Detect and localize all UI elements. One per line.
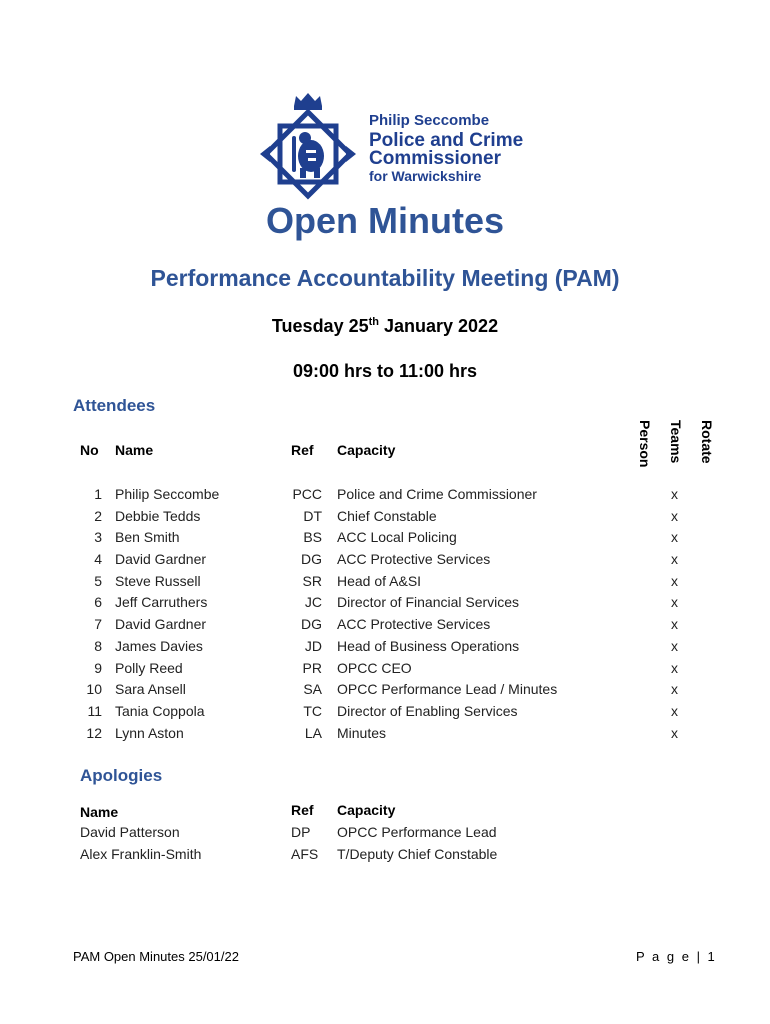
attendee-name: David Gardner [115,551,207,568]
attendee-ref: PR [302,659,322,676]
apology-name: David Patterson [80,824,180,840]
col-header-rotate: Rotate [699,420,715,464]
apology-capacity: T/Deputy Chief Constable [337,846,498,862]
col-header-teams: Teams [668,420,684,464]
attendee-capacity: Police and Crime Commissioner [337,486,537,502]
attendee-capacity: ACC Protective Services [337,551,491,568]
col-header-ref: Ref [291,442,314,458]
attendee-name: Polly Reed [115,659,183,676]
apology-capacity: OPCC Performance Lead [337,824,497,840]
attendee-ref: BS [303,529,322,546]
attendee-ref: DT [303,507,322,524]
attendee-ref: SA [303,681,322,698]
attendee-name: Sara Ansell [115,681,186,698]
table-row [0,725,770,747]
attendee-teams-mark: x [671,507,678,524]
date-ordinal-suffix: th [368,316,379,328]
attendee-teams-mark: x [671,572,678,589]
table-row [0,616,770,638]
attendee-no: 3 [94,529,102,546]
meeting-title: Performance Accountability Meeting (PAM) [150,265,620,291]
col-header-capacity: Capacity [337,442,396,458]
attendee-ref: DG [301,551,322,568]
attendee-name: David Gardner [115,616,207,633]
table-row [0,660,770,682]
attendee-no: 10 [86,681,102,698]
table-row [0,594,770,616]
attendee-teams-mark: x [671,594,678,611]
table-row [0,703,770,725]
attendee-ref: PCC [292,486,322,502]
apology-ref: AFS [291,846,319,862]
attendee-name: Jeff Carruthers [115,594,208,611]
attendee-teams-mark: x [671,551,678,568]
attendee-capacity: ACC Protective Services [337,616,491,633]
attendee-no: 1 [94,486,102,502]
attendee-capacity: Head of Business Operations [337,637,520,654]
apologies-col-header-name: Name [80,804,119,820]
attendee-name: Tania Coppola [115,702,205,719]
attendee-ref: DG [301,616,322,633]
attendee-no: 12 [86,724,102,741]
attendee-capacity: Chief Constable [337,507,437,524]
attendee-name: Lynn Aston [115,724,184,741]
logo-line-3: Commissioner [369,148,501,169]
attendee-name: Ben Smith [115,529,180,546]
logo-line-4: for Warwickshire [369,168,482,184]
attendee-name: Steve Russell [115,572,201,589]
attendee-teams-mark: x [671,702,678,719]
document-title: Open Minutes [265,200,504,241]
table-row [0,508,770,530]
attendee-teams-mark: x [671,659,678,676]
attendee-no: 6 [94,594,102,611]
attendee-capacity: OPCC CEO [337,659,412,676]
attendee-ref: TC [303,702,322,719]
attendee-no: 11 [87,702,102,719]
logo-line-2: Police and Crime [369,130,524,151]
attendee-ref: JD [304,637,322,654]
attendee-no: 4 [94,551,102,568]
table-row [0,846,770,868]
attendee-name: Philip Seccombe [115,486,220,502]
meeting-date [0,316,770,337]
attendee-teams-mark: x [671,486,678,502]
logo-line-1: Philip Seccombe [369,112,490,129]
date-rest: January 2022 [379,316,499,336]
date-prefix: Tuesday 25 [271,316,369,336]
apologies-col-header-ref: Ref [291,802,314,818]
attendee-teams-mark: x [671,724,678,741]
apologies-table [0,824,770,868]
table-row [0,638,770,660]
attendee-ref: LA [304,724,322,741]
attendee-no: 8 [94,637,102,654]
col-header-person: Person [637,420,653,468]
attendee-capacity: Minutes [337,724,387,741]
attendee-no: 9 [94,659,102,676]
attendee-no: 7 [94,616,102,633]
apologies-heading: Apologies [80,766,163,785]
apology-name: Alex Franklin-Smith [80,846,202,862]
attendee-no: 5 [94,572,102,589]
apologies-col-header-capacity: Capacity [337,802,396,818]
table-row [0,486,770,508]
attendee-name: Debbie Tedds [115,507,201,524]
attendee-teams-mark: x [671,616,678,633]
table-row [0,529,770,551]
attendee-ref: JC [304,594,322,611]
attendee-capacity: Head of A&SI [337,572,422,589]
col-header-no: No [80,442,99,458]
footer-page-number: P a g e | 1 [636,949,717,964]
col-header-name: Name [115,442,154,458]
footer-document-label: PAM Open Minutes 25/01/22 [73,949,239,964]
attendee-teams-mark: x [671,529,678,546]
attendees-table [0,486,770,746]
attendee-capacity: Director of Financial Services [337,594,520,611]
attendee-capacity: ACC Local Policing [337,529,457,546]
attendee-teams-mark: x [671,637,678,654]
meeting-time: 09:00 hrs to 11:00 hrs [292,361,478,381]
apology-ref: DP [291,824,311,840]
attendee-capacity: OPCC Performance Lead / Minutes [337,681,558,698]
attendees-heading: Attendees [73,396,156,415]
table-row [0,824,770,846]
attendee-name: James Davies [115,637,203,654]
attendee-capacity: Director of Enabling Services [337,702,518,719]
pcc-crest-logo [256,90,360,200]
table-row [0,573,770,595]
attendee-ref: SR [302,572,322,589]
attendee-no: 2 [94,507,102,524]
table-row [0,551,770,573]
table-row [0,681,770,703]
attendee-teams-mark: x [671,681,678,698]
